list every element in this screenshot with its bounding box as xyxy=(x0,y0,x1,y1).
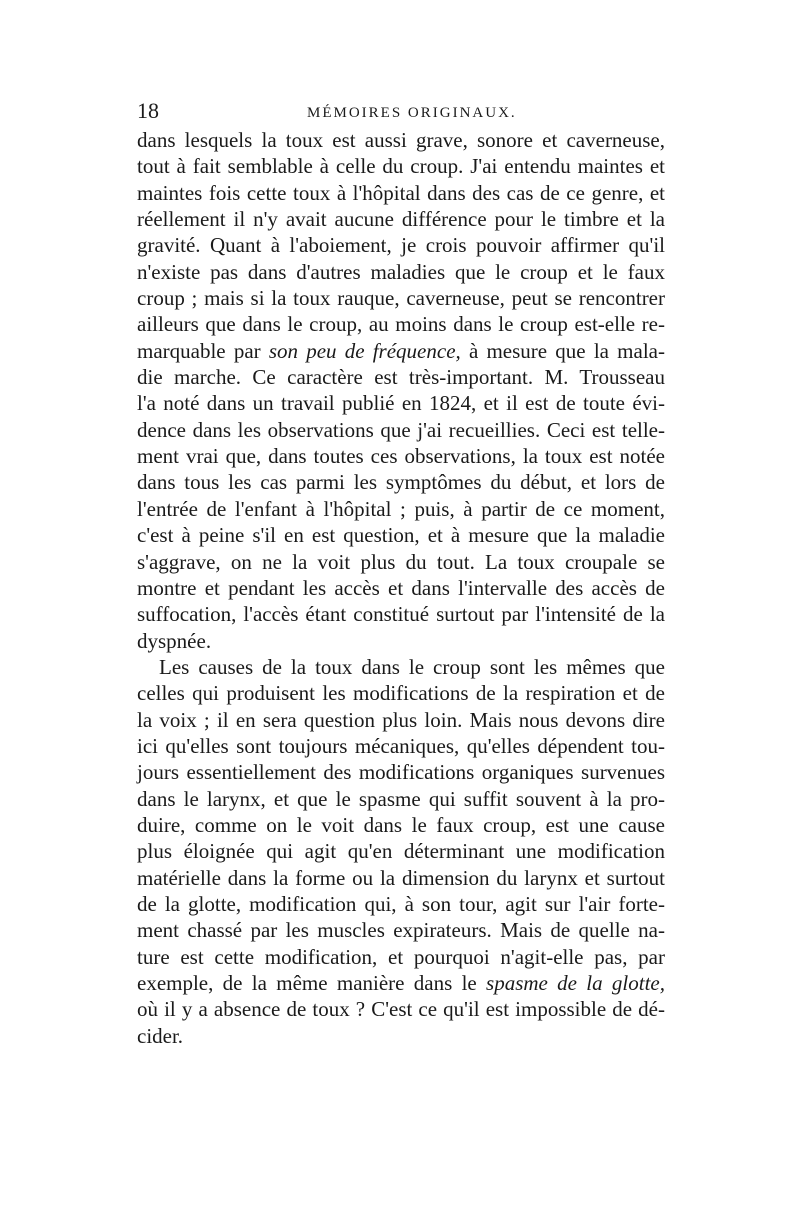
text-run: marquable par xyxy=(137,338,269,363)
text-run: exemple, de la même manière dans le xyxy=(137,971,487,995)
text-line: n'existe pas dans d'autres maladies que le croup et le faux xyxy=(137,259,665,284)
page-header xyxy=(137,96,663,126)
text-line: maintes fois cette toux à l'hôpital dans des cas de ce genre, et xyxy=(137,180,665,205)
text-line: où il y a absence de toux ? C'est ce qu'il est impossible de dé- xyxy=(137,997,665,1022)
text-line: l'entrée de l'enfant à l'hôpital ; puis, à partir de ce moment, xyxy=(137,496,665,521)
italic-phrase: son peu de fréquence, xyxy=(268,338,461,363)
text-line: c'est à peine s'il en est question, et à mesure que la maladie xyxy=(137,523,665,548)
text-line: jours essentiellement des modifications organiques survenues xyxy=(137,760,665,785)
text-line xyxy=(137,970,665,996)
text-line: cider. xyxy=(137,1023,184,1048)
text-line: dans lesquels la toux est aussi grave, sonore et caverneuse, xyxy=(137,128,665,152)
page-number: 18 xyxy=(137,98,159,123)
text-line: dans tous les cas parmi les symptômes du début, et lors de xyxy=(137,470,665,495)
italic-phrase: spasme de la glotte, xyxy=(486,971,665,995)
text-line: Les causes de la toux dans le croup sont les mêmes que xyxy=(159,654,665,679)
text-line: l'a noté dans un travail publié en 1824, et il est de toute évi- xyxy=(137,391,665,416)
text-line: matérielle dans la forme ou la dimension du larynx et surtout xyxy=(137,865,665,890)
text-line: tout à fait semblable à celle du croup. J'ai entendu maintes et xyxy=(137,154,665,179)
text-line: celles qui produisent les modifications de la respiration et de xyxy=(137,681,665,706)
text-line: ment chassé par les muscles expirateurs. Mais de quelle na- xyxy=(137,918,665,943)
body-text xyxy=(137,127,665,1049)
text-line: ailleurs que dans le croup, au moins dans le croup est-elle re- xyxy=(137,312,665,337)
text-line: s'aggrave, on ne la voit plus du tout. La toux croupale se xyxy=(137,549,665,574)
text-line: suffocation, l'accès étant constitué surtout par l'intensité de la xyxy=(137,602,665,627)
text-line: plus éloignée qui agit qu'en déterminant une modification xyxy=(137,839,665,864)
text-line: dans le larynx, et que le spasme qui suffit souvent à la pro- xyxy=(137,786,665,811)
text-line: la voix ; il en sera question plus loin. Mais nous devons dire xyxy=(137,707,665,732)
text-line xyxy=(137,338,665,364)
text-line: croup ; mais si la toux rauque, caverneuse, peut se rencontrer xyxy=(137,286,665,311)
text-line: réellement il n'y avait aucune différence pour le timbre et la xyxy=(137,207,665,232)
text-line: gravité. Quant à l'aboiement, je crois pouvoir affirmer qu'il xyxy=(137,233,665,258)
text-line: dence dans les observations que j'ai recueillies. Ceci est telle- xyxy=(137,417,665,442)
text-line: ture est cette modification, et pourquoi n'agit-elle pas, par xyxy=(137,944,665,969)
text-line: ment vrai que, dans toutes ces observations, la toux est notée xyxy=(137,444,665,469)
text-run: à mesure que la mala- xyxy=(460,338,665,363)
running-head: MÉMOIRES ORIGINAUX. xyxy=(307,105,517,121)
text-line: montre et pendant les accès et dans l'intervalle des accès de xyxy=(137,575,665,600)
text-line: duire, comme on le voit dans le faux croup, est une cause xyxy=(137,812,665,837)
text-line: ici qu'elles sont toujours mécaniques, qu'elles dépendent tou- xyxy=(137,733,665,758)
text-line: dyspnée. xyxy=(137,628,212,653)
text-line: de la glotte, modification qui, à son tour, agit sur l'air forte- xyxy=(137,891,665,916)
text-line: die marche. Ce caractère est très-important. M. Trousseau xyxy=(137,365,665,390)
